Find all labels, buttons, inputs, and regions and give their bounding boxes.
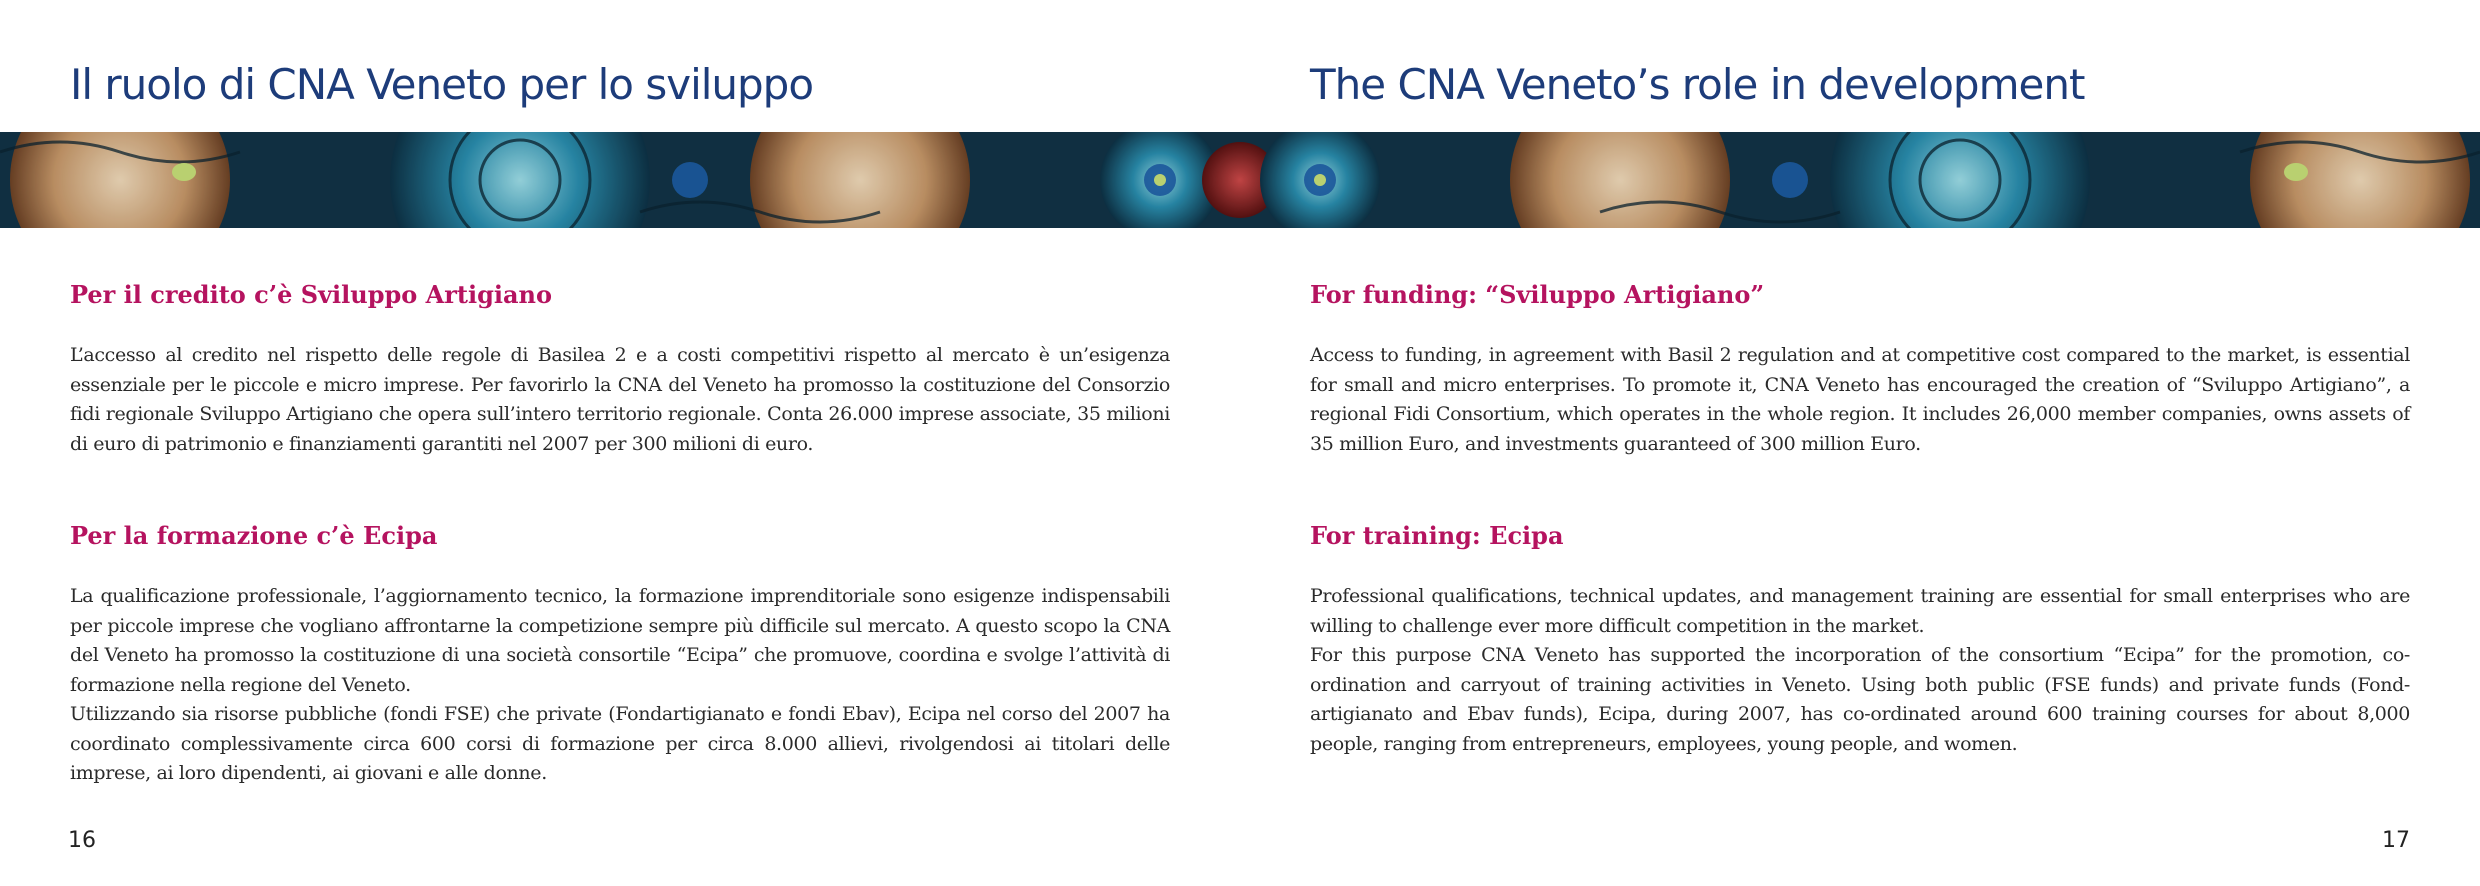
ceramic-pattern-icon xyxy=(0,132,2480,228)
section-heading-funding: For funding: “Sviluppo Artigiano” xyxy=(1310,280,1765,309)
section-body-training xyxy=(70,582,1170,789)
section-body-credit xyxy=(70,341,1170,459)
page-title: The CNA Veneto’s role in development xyxy=(1310,60,2085,109)
paragraph: Professional qualifications, technical updates, and management training are essential for small enterprises who are willing to challenge ever more difficult competition in the market. xyxy=(1310,585,2410,637)
page-number: 16 xyxy=(68,828,96,853)
page-number: 17 xyxy=(2382,828,2410,853)
paragraph: Utilizzando sia risorse pubbliche (fondi FSE) che private (Fondartigianato e fondi Ebav), Ecipa nel corso del 2007 ha coordinato complessivamente circa 600 corsi di formazione per circa 8.000 allievi, rivolgendosi ai titolari delle imprese, ai loro dipendenti, ai giovani e alle donne. xyxy=(70,703,1170,784)
section-heading-training: Per la formazione c’è Ecipa xyxy=(70,521,438,550)
section-heading-credit: Per il credito c’è Sviluppo Artigiano xyxy=(70,280,552,309)
paragraph: Access to funding, in agreement with Basil 2 regulation and at competitive cost compared to the market, is essential for small and micro enterprises. To promote it, CNA Veneto has encouraged the creation of “Sviluppo Artigiano”, a regional Fidi Consortium, which operates in the whole region. It includes 26,000 member companies, owns assets of 35 million Euro, and investments guaranteed of 300 million Euro. xyxy=(1310,344,2410,455)
paragraph: For this purpose CNA Veneto has supported the incorporation of the consortium “Ecipa” for the promotion, co-ordination and carryout of training activities in Veneto. Using both public (FSE funds) and private funds (Fond-artigianato and Ebav funds), Ecipa, during 2007, has co-ordinated around 600 training courses for about 8,000 people, ranging from entrepreneurs, employees, young people, and women. xyxy=(1310,644,2410,755)
page-title: Il ruolo di CNA Veneto per lo sviluppo xyxy=(70,60,814,109)
section-heading-training: For training: Ecipa xyxy=(1310,521,1564,550)
paragraph: L’accesso al credito nel rispetto delle regole di Basilea 2 e a costi competitivi rispetto al mercato è un’esigenza essenziale per le piccole e micro imprese. Per favorirlo la CNA del Veneto ha promosso la costituzione del Consorzio fidi regionale Sviluppo Artigiano che opera sull’intero territorio regionale. Conta 26.000 imprese associate, 35 milioni di euro di patrimonio e finanziamenti garantiti nel 2007 per 300 milioni di euro. xyxy=(70,344,1170,455)
section-body-funding xyxy=(1310,341,2410,459)
decorative-ceramic-banner xyxy=(0,132,2480,228)
paragraph: La qualificazione professionale, l’aggiornamento tecnico, la formazione imprenditoriale sono esigenze indispensabili per piccole imprese che vogliano affrontarne la competizione sempre più difficile sul mercato. A questo scopo la CNA del Veneto ha promosso la costituzione di una società consortile “Ecipa” che promuove, coordina e svolge l’attività di formazione nella regione del Veneto. xyxy=(70,585,1170,696)
section-body-training xyxy=(1310,582,2410,759)
